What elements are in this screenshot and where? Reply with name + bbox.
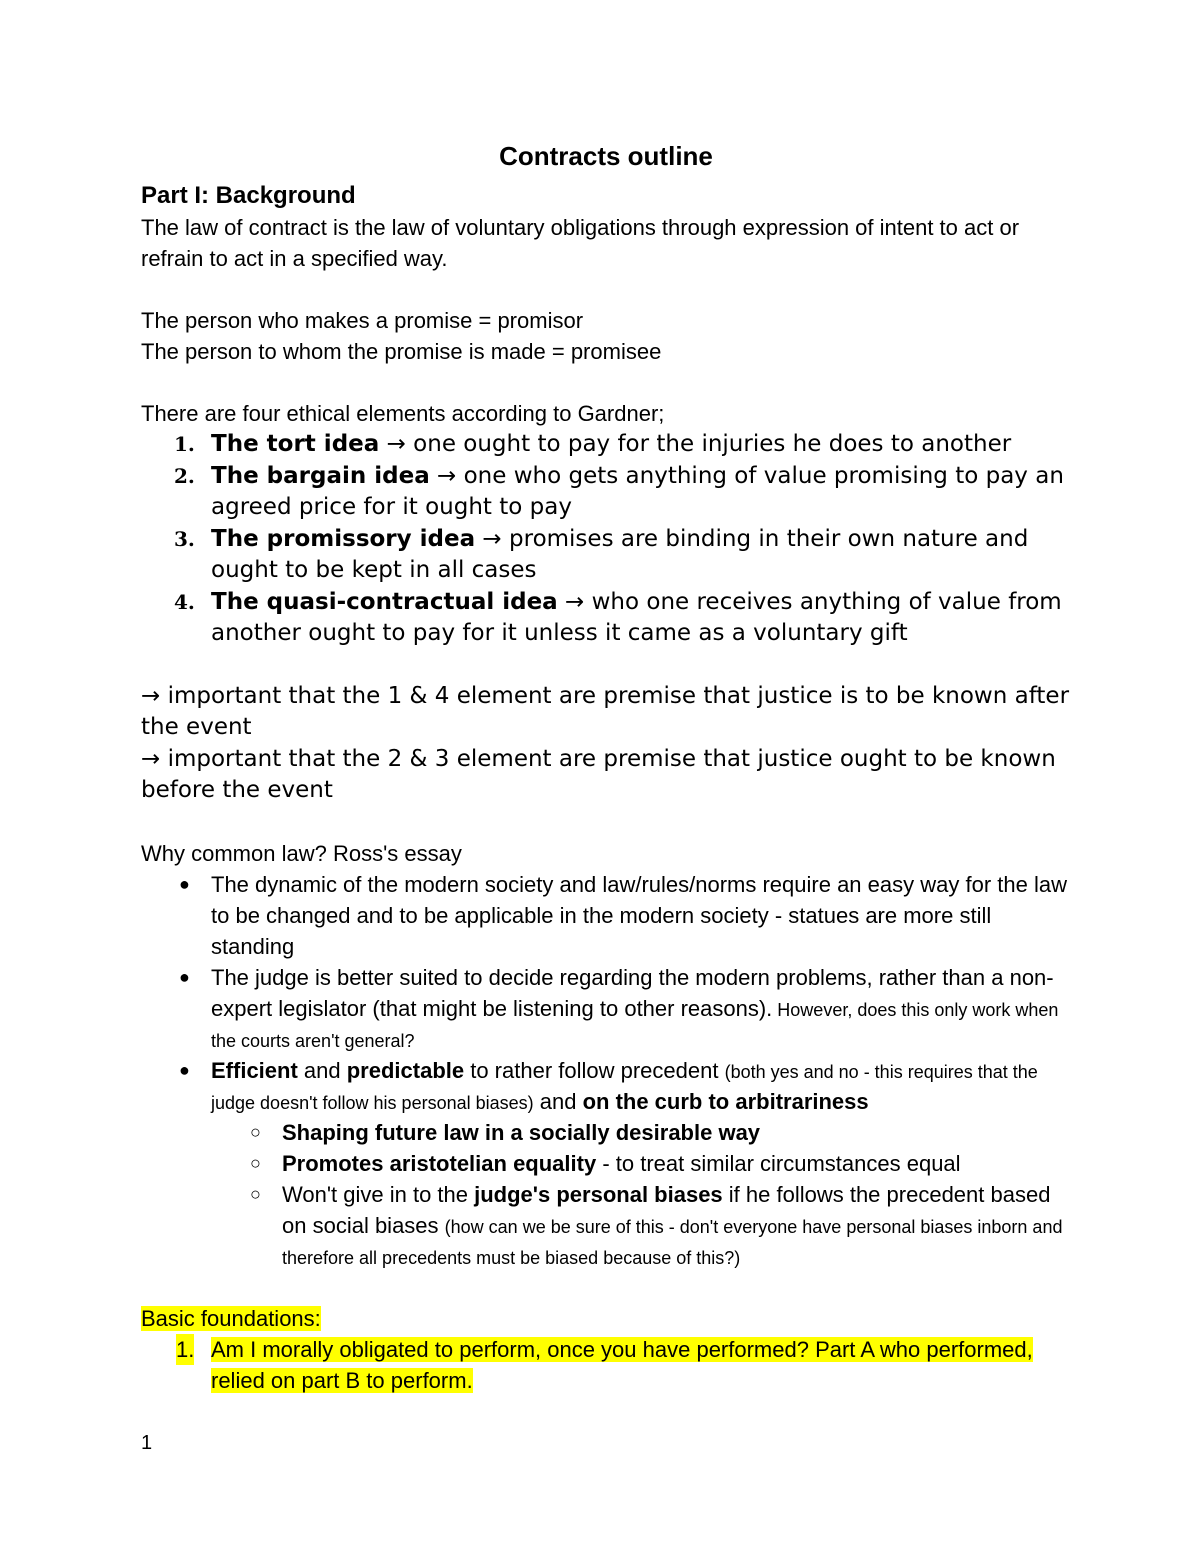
bullet-icon: ● xyxy=(179,1059,190,1080)
list-item: 2. The bargain idea → one who gets anything of value promising to pay an agreed price for it ought to pay xyxy=(174,462,1064,520)
list-item: ● Efficient and predictable to rather follow precedent (both yes and no - this requires that the judge doesn't follow his personal biases) and on the curb to arbitrariness xyxy=(141,1055,1071,1117)
circle-bullet-icon: ○ xyxy=(250,1152,261,1173)
element-title: The bargain idea xyxy=(211,462,430,489)
ethical-elements-list xyxy=(141,429,1071,650)
list-item: 1. The tort idea → one ought to pay for the injuries he does to another xyxy=(174,431,1012,457)
element-text: → one ought to pay for the injuries he does to another xyxy=(379,431,1012,457)
list-item: ○ Shaping future law in a socially desirable way xyxy=(141,1117,1071,1148)
promisee-line: The person to whom the promise is made = promisee xyxy=(141,339,662,364)
foundations-heading: Basic foundations: xyxy=(141,1305,321,1331)
note-after-event: → important that the 1 & 4 element are premise that justice is to be known after the event xyxy=(141,682,1070,740)
element-title: The promissory idea xyxy=(211,525,476,552)
elements-intro: There are four ethical elements according to Gardner; xyxy=(141,401,665,426)
circle-bullet-icon: ○ xyxy=(250,1183,261,1204)
list-item: ○ Promotes aristotelian equality - to treat similar circumstances equal xyxy=(141,1148,1071,1179)
document-page xyxy=(141,138,1071,1396)
common-law-list xyxy=(141,869,1071,1117)
list-item: ● The judge is better suited to decide regarding the modern problems, rather than a non-expert legislator (that might be listening to other reasons). However, does this only work when the courts aren't general? xyxy=(141,962,1071,1055)
promisor-line: The person who makes a promise = promisor xyxy=(141,308,584,333)
part1-heading: Part I: Background xyxy=(141,182,356,209)
bullet-icon: ● xyxy=(179,873,190,894)
list-item: ○ Won't give in to the judge's personal biases if he follows the precedent based on social biases (how can we be sure of this - don't everyone have personal biases inborn and therefore all precedents must be biased because of this?) xyxy=(141,1179,1071,1272)
list-item: ● The dynamic of the modern society and law/rules/norms require an easy way for the law to be changed and to be applicable in the modern society - statues are more still standing xyxy=(141,869,1071,962)
list-item: 1. Am I morally obligated to perform, once you have performed? Part A who performed, relied on part B to perform. xyxy=(141,1334,1071,1396)
circle-bullet-icon: ○ xyxy=(250,1121,261,1142)
element-title: The tort idea xyxy=(211,431,380,457)
document-title: Contracts outline xyxy=(499,141,713,171)
common-law-heading: Why common law? Ross's essay xyxy=(141,840,462,866)
list-item: 4. The quasi-contractual idea → who one receives anything of value from another ought to pay for it unless it came as a voluntary gift xyxy=(174,588,1062,646)
part1-intro: The law of contract is the law of voluntary obligations through expression of intent to act or refrain to act in a specified way. xyxy=(141,215,1020,271)
element-title: The quasi-contractual idea xyxy=(211,588,558,615)
bullet-icon: ● xyxy=(179,966,190,987)
common-law-sublist xyxy=(141,1117,1071,1272)
element-text: → one who gets anything of value promising to pay an agreed price for it ought to pay xyxy=(211,462,1064,520)
element-text: → promises are binding in their own nature and ought to be kept in all cases xyxy=(211,525,1029,583)
foundations-list xyxy=(141,1334,1071,1396)
list-item: 3. The promissory idea → promises are binding in their own nature and ought to be kept in all cases xyxy=(174,525,1029,583)
element-text: → who one receives anything of value from another ought to pay for it unless it came as a voluntary gift xyxy=(211,588,1062,646)
page-number: 1 xyxy=(141,1432,153,1454)
note-before-event: → important that the 2 & 3 element are premise that justice ought to be known before the event xyxy=(141,745,1056,803)
